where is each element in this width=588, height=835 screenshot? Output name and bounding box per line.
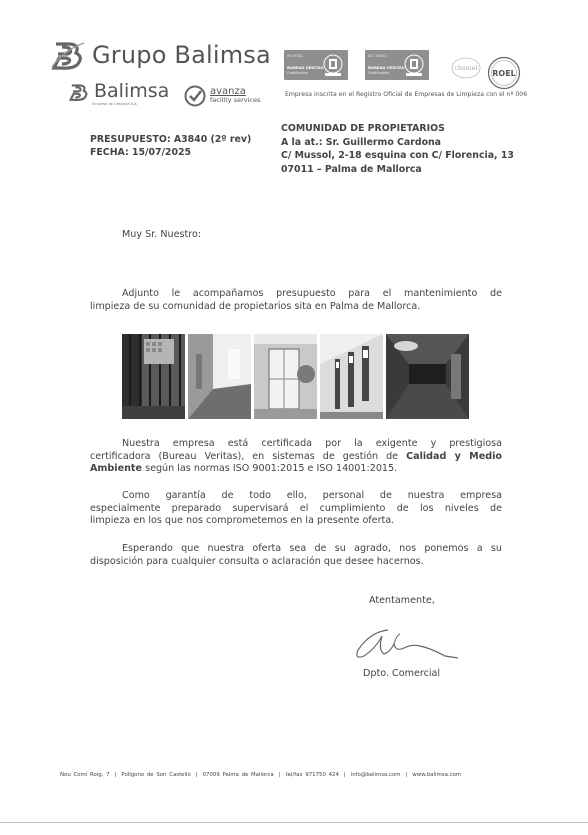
recipient-line-2: A la at.: Sr. Guillermo Cardona bbox=[281, 136, 442, 148]
grupo-balimsa-logo bbox=[50, 40, 271, 70]
footer-area: Polígono de Son Castelló bbox=[121, 772, 191, 778]
building-photo bbox=[320, 334, 383, 419]
footer-contact: Nou Comí Roig, 7 | Polígono de Son Castelló | 07009 Palma de Mallorca | tel/fax 971750 424 | info@balimsa.com | www.balimsa.com bbox=[60, 772, 462, 778]
paragraph-line: certificadora (Bureau Veritas), en sistemas de gestión de Calidad y Medio bbox=[90, 450, 502, 462]
closing: Atentamente, bbox=[369, 595, 435, 606]
salutation: Muy Sr. Nuestro: bbox=[122, 229, 202, 240]
avanza-logo bbox=[184, 85, 260, 107]
paragraph-4 bbox=[90, 543, 502, 568]
avanza-tagline: facility services bbox=[210, 96, 261, 104]
roel-badge bbox=[487, 56, 521, 90]
footer-web[interactable]: www.balimsa.com bbox=[412, 772, 462, 778]
paragraph-line: limpieza de su comunidad de propietarios sita en Palma de Mallorca. bbox=[90, 300, 421, 312]
footer-email[interactable]: info@balimsa.com bbox=[350, 772, 401, 778]
paragraph-3 bbox=[90, 490, 502, 528]
avanza-name: avanza bbox=[210, 86, 246, 97]
bureau-veritas-seal-icon bbox=[403, 53, 425, 77]
entrance-photo bbox=[254, 334, 317, 419]
recipient-line-3: C/ Mussol, 2-18 esquina con C/ Florencia, 13 bbox=[281, 150, 514, 161]
paragraph-line: Esperando que nuestra oferta sea de su agrado, nos ponemos a su bbox=[122, 543, 502, 554]
bureau-veritas-seal-icon bbox=[322, 53, 344, 77]
footer-city: 07009 Palma de Mallorca bbox=[202, 772, 274, 778]
corridor-photo bbox=[386, 334, 469, 419]
paragraph-line: Adjunto le acompañamos presupuesto para el mantenimiento de bbox=[122, 288, 502, 299]
budget-date: FECHA: 15/07/2025 bbox=[90, 147, 192, 158]
photo-strip bbox=[122, 334, 469, 419]
paragraph-2 bbox=[90, 438, 502, 476]
signature-image bbox=[350, 622, 460, 667]
recipient-line-4: 07011 – Palma de Mallorca bbox=[281, 163, 422, 175]
svg-text:ROEL: ROEL bbox=[492, 69, 516, 78]
paragraph-line: Como garantía de todo ello, personal de nuestra empresa bbox=[122, 490, 502, 501]
paragraph-line: Ambiente según las normas ISO 9001:2015 e ISO 14001:2015. bbox=[90, 463, 398, 474]
paragraph-line: limpieza en los que nos comprometemos en la presente oferta. bbox=[90, 515, 395, 526]
facade-photo bbox=[122, 334, 185, 419]
group-name: Grupo Balimsa bbox=[92, 41, 271, 69]
balimsa-logo bbox=[68, 80, 170, 106]
department: Dpto. Comercial bbox=[363, 668, 441, 679]
walkway-photo bbox=[188, 334, 251, 419]
budget-number: PRESUPUESTO: A3840 (2º rev) bbox=[90, 134, 252, 145]
paragraph-line: disposición para cualquier consulta o aclaración que desee hacernos. bbox=[90, 555, 424, 567]
brand-tagline: Empresa de Limpieza S.A. bbox=[92, 102, 138, 106]
balimsa-logo-icon bbox=[50, 40, 86, 70]
balimsa-mark-icon bbox=[68, 83, 90, 101]
registry-notice: Empresa inscrita en el Registro Oficial de Empresas de Limpieza con el nº 006 bbox=[285, 91, 528, 98]
svg-text:chsmel: chsmel bbox=[454, 64, 478, 72]
footer-phone: tel/fax 971750 424 bbox=[285, 772, 339, 778]
paragraph-line: especialmente preparado supervisará el cumplimiento de los niveles de bbox=[90, 502, 502, 514]
budget-reference bbox=[90, 133, 251, 159]
brand-name: Balimsa bbox=[94, 80, 170, 102]
page-edge bbox=[0, 822, 588, 823]
paragraph-1 bbox=[90, 288, 502, 313]
recipient-line-1: COMUNIDAD DE PROPIETARIOS bbox=[281, 123, 445, 134]
iso-9001-badge: ISO 9001 BUREAU VERITAS Certification bbox=[284, 50, 348, 80]
footer-address: Nou Comí Roig, 7 bbox=[60, 772, 110, 778]
avanza-check-icon bbox=[184, 85, 206, 107]
chsmel-badge bbox=[450, 55, 482, 81]
recipient-address bbox=[281, 122, 514, 176]
paragraph-line: Nuestra empresa está certificada por la exigente y prestigiosa bbox=[122, 438, 502, 449]
iso-14001-badge: ISO 14001 BUREAU VERITAS Certification bbox=[365, 50, 429, 80]
